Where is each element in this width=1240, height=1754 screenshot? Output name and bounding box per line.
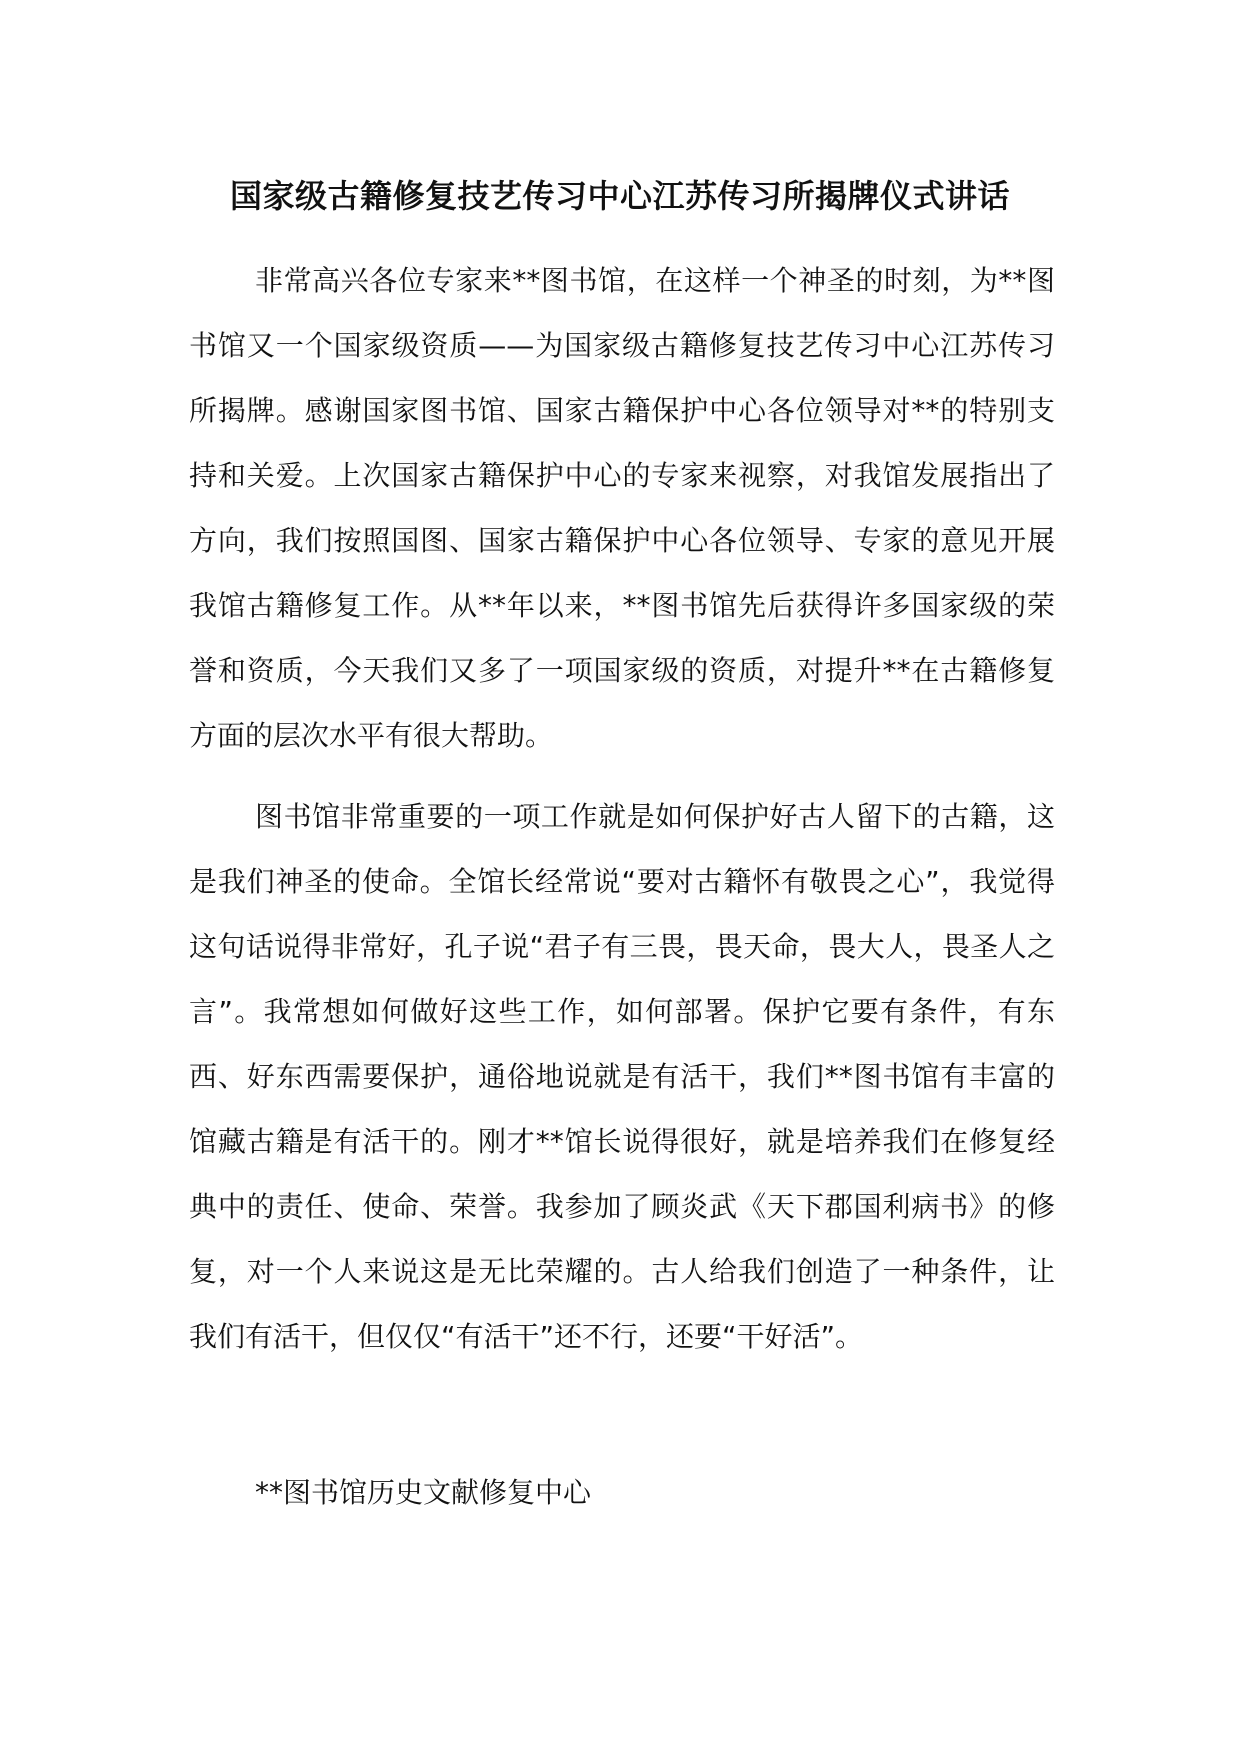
document-title: 国家级古籍修复技艺传习中心江苏传习所揭牌仪式讲话: [229, 177, 1010, 215]
document-body: [189, 248, 1055, 1369]
paragraph-2: 图书馆非常重要的一项工作就是如何保护好古人留下的古籍，这是我们神圣的使命。全馆长经常说“要对古籍怀有敬畏之心”，我觉得这句话说得非常好，孔子说“君子有三畏，畏天命，畏大人，畏圣人之言”。我常想如何做好这些工作，如何部署。保护它要有条件，有东西、好东西需要保护，通俗地说就是有活干，我们**图书馆有丰富的馆藏古籍是有活干的。刚才**馆长说得很好，就是培养我们在修复经典中的责任、使命、荣誉。我参加了顾炎武《天下郡国利病书》的修复，对一个人来说这是无比荣耀的。古人给我们创造了一种条件，让我们有活干，但仅仅“有活干”还不行，还要“干好活”。: [189, 800, 1055, 1353]
signature-line: **图书馆历史文献修复中心: [255, 1476, 592, 1509]
paragraph-1: 非常高兴各位专家来**图书馆，在这样一个神圣的时刻，为**图书馆又一个国家级资质——为国家级古籍修复技艺传习中心江苏传习所揭牌。感谢国家图书馆、国家古籍保护中心各位领导对**的特别支持和关爱。上次国家古籍保护中心的专家来视察，对我馆发展指出了方向，我们按照国图、国家古籍保护中心各位领导、专家的意见开展我馆古籍修复工作。从**年以来，**图书馆先后获得许多国家级的荣誉和资质，今天我们又多了一项国家级的资质，对提升**在古籍修复方面的层次水平有很大帮助。: [189, 264, 1055, 752]
